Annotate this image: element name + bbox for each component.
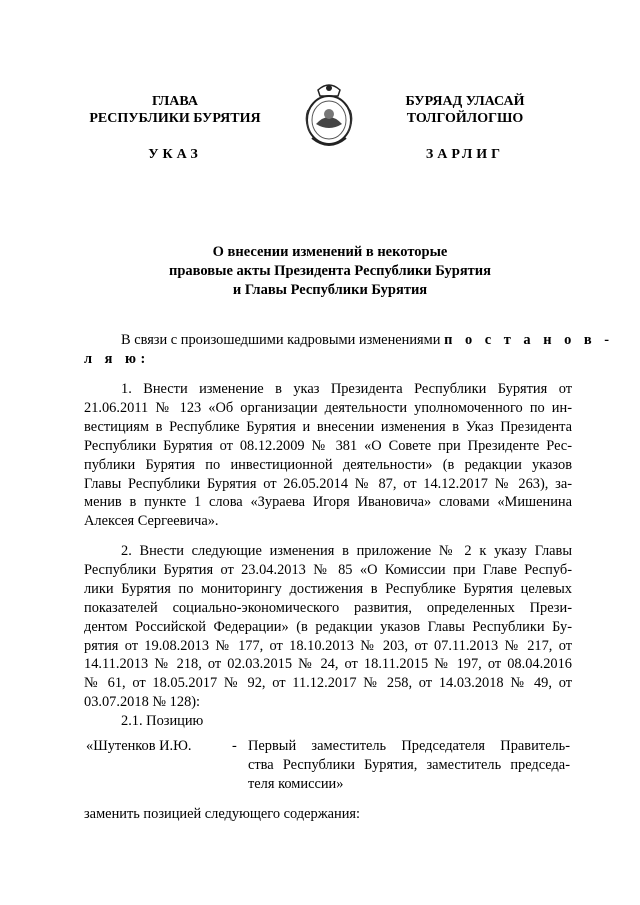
position-line: Первый заместитель Председателя Правитель- [248, 738, 570, 754]
preamble-line-2 [84, 350, 572, 369]
item-1-line: Республики Бурятия от 08.12.2009 № 381 «О Совете при Президенте Рес- [84, 437, 572, 454]
title-line-3: и Главы Республики Бурятия [232, 282, 428, 298]
item-1-line: менив в пункте 1 слова «Зураева Игоря Ивановича» словами «Мишенина [84, 494, 572, 511]
item-1-line: Алексея Сергеевича». [84, 513, 219, 530]
item-1 [84, 380, 572, 531]
item-2-line: № 61, от 18.05.2017 № 92, от 11.12.2017 № 258, от 14.03.2018 № 49, от [84, 675, 572, 692]
left-title-2: РЕСПУБЛИКИ БУРЯТИЯ [89, 111, 261, 126]
left-doc-type: УКАЗ [148, 147, 202, 162]
item-2-line: дентом Российской Федерации» (в редакции указов Главы Республики Бу- [84, 618, 572, 635]
preamble-verb-end: л я ю: [84, 350, 150, 367]
coat-of-arms-emblem-icon [298, 80, 360, 152]
preamble-text: В связи с произошедшими кадровыми изменениями [121, 332, 445, 348]
item-1-line: 1. Внести изменение в указ Президента Республики Бурятия от [121, 381, 572, 397]
preamble [84, 331, 614, 369]
item-1-line: Главы Республики Бурятия от 26.05.2014 № 87, от 14.12.2017 № 263), за- [84, 475, 572, 492]
title-line-2: правовые акты Президента Республики Бурятия [169, 263, 491, 279]
closing-line: заменить позицией следующего содержания: [84, 806, 361, 822]
item-2-line: рятия от 19.08.2013 № 177, от 18.10.2013 № 203, от 07.11.2013 № 217, от [84, 637, 572, 654]
item-1-line: публики Бурятия по инвестиционной деятельности» (в редакции указов [84, 456, 572, 473]
item-1-line: 21.06.2011 № 123 «Об организации деятельности уполномоченного по ин- [84, 399, 572, 416]
right-doc-type: ЗАРЛИГ [425, 147, 505, 162]
position-line: ства Республики Бурятия, заместитель председа- [248, 757, 570, 773]
item-2-line: лики Бурятия по мониторингу достижения в Республике Бурятия целевых [84, 580, 572, 597]
preamble-verb-start: п о с т а н о в - [444, 332, 614, 348]
position-line: теля комиссии» [248, 776, 344, 792]
position-description [248, 737, 570, 794]
item-2 [84, 542, 572, 731]
item-2-line: показателей социально-экономического развития, определенных Прези- [84, 599, 572, 616]
preamble-line-1 [84, 331, 614, 350]
item-2-sub-item: 2.1. Позицию [121, 713, 204, 730]
left-title-1: ГЛАВА [152, 94, 198, 109]
item-2-line: Республики Бурятия от 23.04.2013 № 85 «О Комиссии при Главе Респуб- [84, 561, 572, 578]
title-line-1: О внесении изменений в некоторые [212, 244, 448, 260]
item-2-line: 03.07.2018 № 128): [84, 694, 201, 711]
item-2-line: 14.11.2013 № 218, от 02.03.2015 № 24, от 18.11.2015 № 197, от 08.04.2016 [84, 656, 572, 673]
item-2-line: 2. Внести следующие изменения в приложение № 2 к указу Главы [121, 543, 572, 559]
right-title-1: БУРЯАД УЛАСАЙ [405, 94, 525, 109]
right-title-2: ТОЛГОЙЛОГШО [406, 111, 524, 126]
position-dash: - [232, 738, 237, 754]
closing-text [84, 805, 572, 824]
item-1-line: вестициям в Республике Бурятия и внесении изменения в Указ Президента [84, 418, 572, 435]
document-title [100, 243, 560, 300]
position-name: «Шутенков И.Ю. [86, 738, 192, 754]
